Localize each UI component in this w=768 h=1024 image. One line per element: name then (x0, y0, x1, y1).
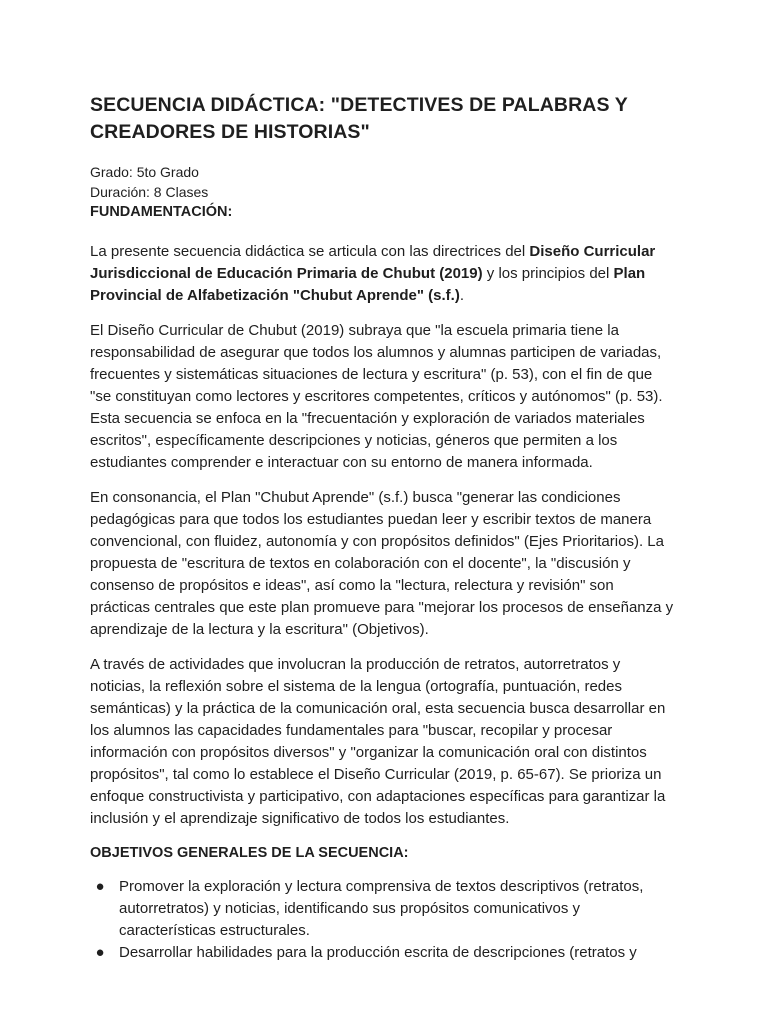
paragraph-intro-text-2: y los principios del (482, 265, 614, 282)
objetivos-heading: OBJETIVOS GENERALES DE LA SECUENCIA: (90, 845, 409, 861)
list-item (90, 942, 678, 964)
plan-reference: Plan Provincial de Alfabetización "Chubut Aprende" (s.f.) (90, 265, 646, 304)
document-title: SECUENCIA DIDÁCTICA: "DETECTIVES DE PALABRAS Y CREADORES DE HISTORIAS" (90, 94, 628, 143)
bullet-icon: ● (95, 944, 105, 961)
paragraph-intro-text-3: . (459, 287, 464, 304)
paragraph-intro-text-1: La presente secuencia didáctica se articula con las directrices del (90, 243, 530, 260)
objectives-list (90, 876, 678, 964)
curriculum-reference: Diseño Curricular Jurisdiccional de Educación Primaria de Chubut (2019) (90, 243, 656, 282)
paragraph-curriculum: El Diseño Curricular de Chubut (2019) subraya que "la escuela primaria tiene la responsabilidad de asegurar que todos los alumnos y alumnas participen de variadas, frecuentes y sistemáticas situaciones de lectura y escritura" (p. 53), con el fin de que "se constituyan como lectores y escritores competentes, críticos y autónomos" (p. 53). Esta secuencia se enfoca en la "frecuentación y exploración de variados materiales escritos", específicamente descripciones y noticias, géneros que permiten a los estudiantes comprender e interactuar con su entorno de manera informada. (90, 322, 663, 471)
paragraph-activities: A través de actividades que involucran la producción de retratos, autorretratos y noticias, la reflexión sobre el sistema de la lengua (ortografía, puntuación, redes semánticas) y la práctica de la comunicación oral, esta secuencia busca desarrollar en los alumnos las capacidades fundamentales para "buscar, recopilar y procesar información con propósitos diversos" y "organizar la comunicación oral con distintos propósitos", tal como lo establece el Diseño Curricular (2019, p. 65-67). Se prioriza un enfoque constructivista y participativo, con adaptaciones específicas para garantizar la inclusión y el aprendizaje significativo de todos los estudiantes. (90, 656, 666, 827)
objective-text: Promover la exploración y lectura comprensiva de textos descriptivos (retratos, autorretratos) y noticias, identificando sus propósitos comunicativos y características estructurales. (119, 878, 644, 939)
objective-text: Desarrollar habilidades para la producción escrita de descripciones (retratos y (119, 944, 637, 961)
fundamentacion-heading: FUNDAMENTACIÓN: (90, 204, 233, 220)
bullet-icon: ● (95, 878, 105, 895)
duration-line: Duración: 8 Clases (90, 184, 209, 200)
paragraph-intro (90, 241, 678, 307)
grade-line: Grado: 5to Grado (90, 164, 199, 180)
list-item (90, 876, 678, 942)
paragraph-plan: En consonancia, el Plan "Chubut Aprende" (s.f.) busca "generar las condiciones pedagógicas para que todos los estudiantes puedan leer y escribir textos de manera convencional, con fluidez, autonomía y con propósitos definidos" (Ejes Prioritarios). La propuesta de "escritura de textos en colaboración con el docente", la "discusión y consenso de propósitos e ideas", así como la "lectura, relectura y revisión" son prácticas centrales que este plan promueve para "mejorar los procesos de enseñanza y aprendizaje de la lectura y la escritura" (Objetivos). (90, 489, 674, 638)
